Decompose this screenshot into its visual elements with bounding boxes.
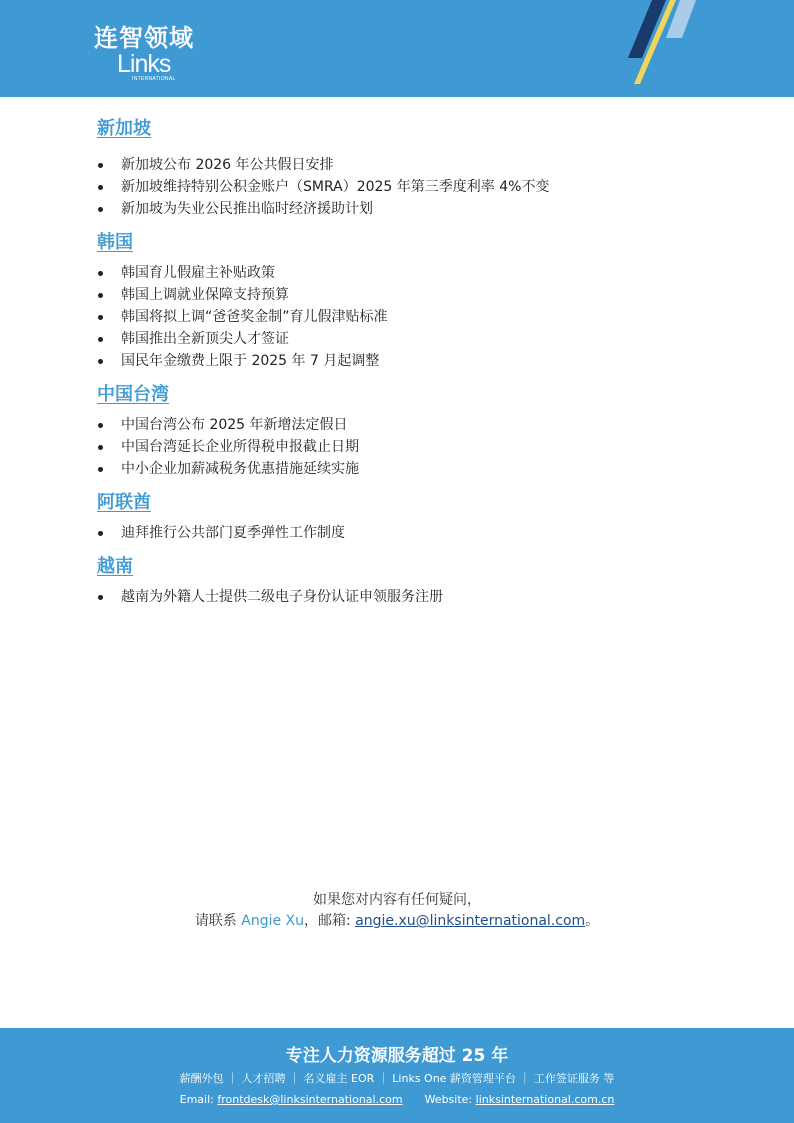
news-list (97, 116, 717, 618)
section-singapore (97, 116, 717, 220)
list-item: 新加坡为失业公民推出临时经济援助计划 (97, 198, 717, 220)
logo-chinese-name: 连智领域 (94, 24, 194, 52)
contact-prefix: 请联系 (194, 913, 242, 929)
footer-title: 专注人力资源服务超过 25 年 (285, 1046, 509, 1066)
section-uae (97, 490, 717, 544)
list-item: 新加坡公布 2026 年公共假日安排 (97, 154, 717, 176)
section-korea (97, 230, 717, 372)
contact-email-link[interactable]: angie.xu@linksinternational.com (355, 913, 586, 929)
footer-website-label: Website: (424, 1093, 476, 1106)
list-item: 中小企业加薪减税务优惠措施延续实施 (97, 458, 717, 480)
contact-name: Angie Xu (241, 913, 305, 929)
contact-suffix: 。 (585, 913, 600, 929)
logo-subtitle: INTERNATIONAL (132, 76, 176, 82)
footer-services: 薪酬外包 ｜ 人才招聘 ｜ 名义雇主 EOR ｜ Links One 薪资管理平台 ｜ 工作签证服务 等 (179, 1072, 615, 1085)
list-item: 迪拜推行公共部门夏季弹性工作制度 (97, 522, 717, 544)
section-title: 阿联酋 (97, 492, 151, 513)
section-taiwan (97, 382, 717, 480)
contact-mid: ，邮箱: (304, 913, 356, 929)
page-footer (0, 1028, 794, 1123)
list-item: 新加坡维持特别公积金账户（SMRA）2025 年第三季度利率 4%不变 (97, 176, 717, 198)
footer-email-label: Email: (179, 1093, 218, 1106)
list-item: 越南为外籍人士提供二级电子身份认证申领服务注册 (97, 586, 717, 608)
footer-contact (0, 1092, 794, 1107)
logo-wordmark: Links (117, 50, 171, 78)
section-title: 新加坡 (97, 118, 151, 139)
contact-question-line: 如果您对内容有任何疑问， (313, 892, 481, 908)
page-header (0, 0, 794, 97)
contact-person-line (0, 911, 794, 932)
list-item: 韩国育儿假雇主补贴政策 (97, 262, 717, 284)
list-item: 中国台湾公布 2025 年新增法定假日 (97, 414, 717, 436)
contact-block (0, 890, 794, 932)
section-vietnam (97, 554, 717, 608)
list-item: 中国台湾延长企业所得税申报截止日期 (97, 436, 717, 458)
list-item: 韩国将拟上调“爸爸奖金制”育儿假津贴标准 (97, 306, 717, 328)
section-title: 中国台湾 (97, 384, 169, 405)
header-stripes-decoration (620, 0, 720, 97)
section-title: 韩国 (97, 232, 133, 253)
footer-website-link[interactable]: linksinternational.com.cn (475, 1093, 615, 1106)
footer-email-link[interactable]: frontdesk@linksinternational.com (217, 1093, 403, 1106)
list-item: 韩国推出全新顶尖人才签证 (97, 328, 717, 350)
section-title: 越南 (97, 556, 133, 577)
list-item: 国民年金缴费上限于 2025 年 7 月起调整 (97, 350, 717, 372)
list-item: 韩国上调就业保障支持预算 (97, 284, 717, 306)
